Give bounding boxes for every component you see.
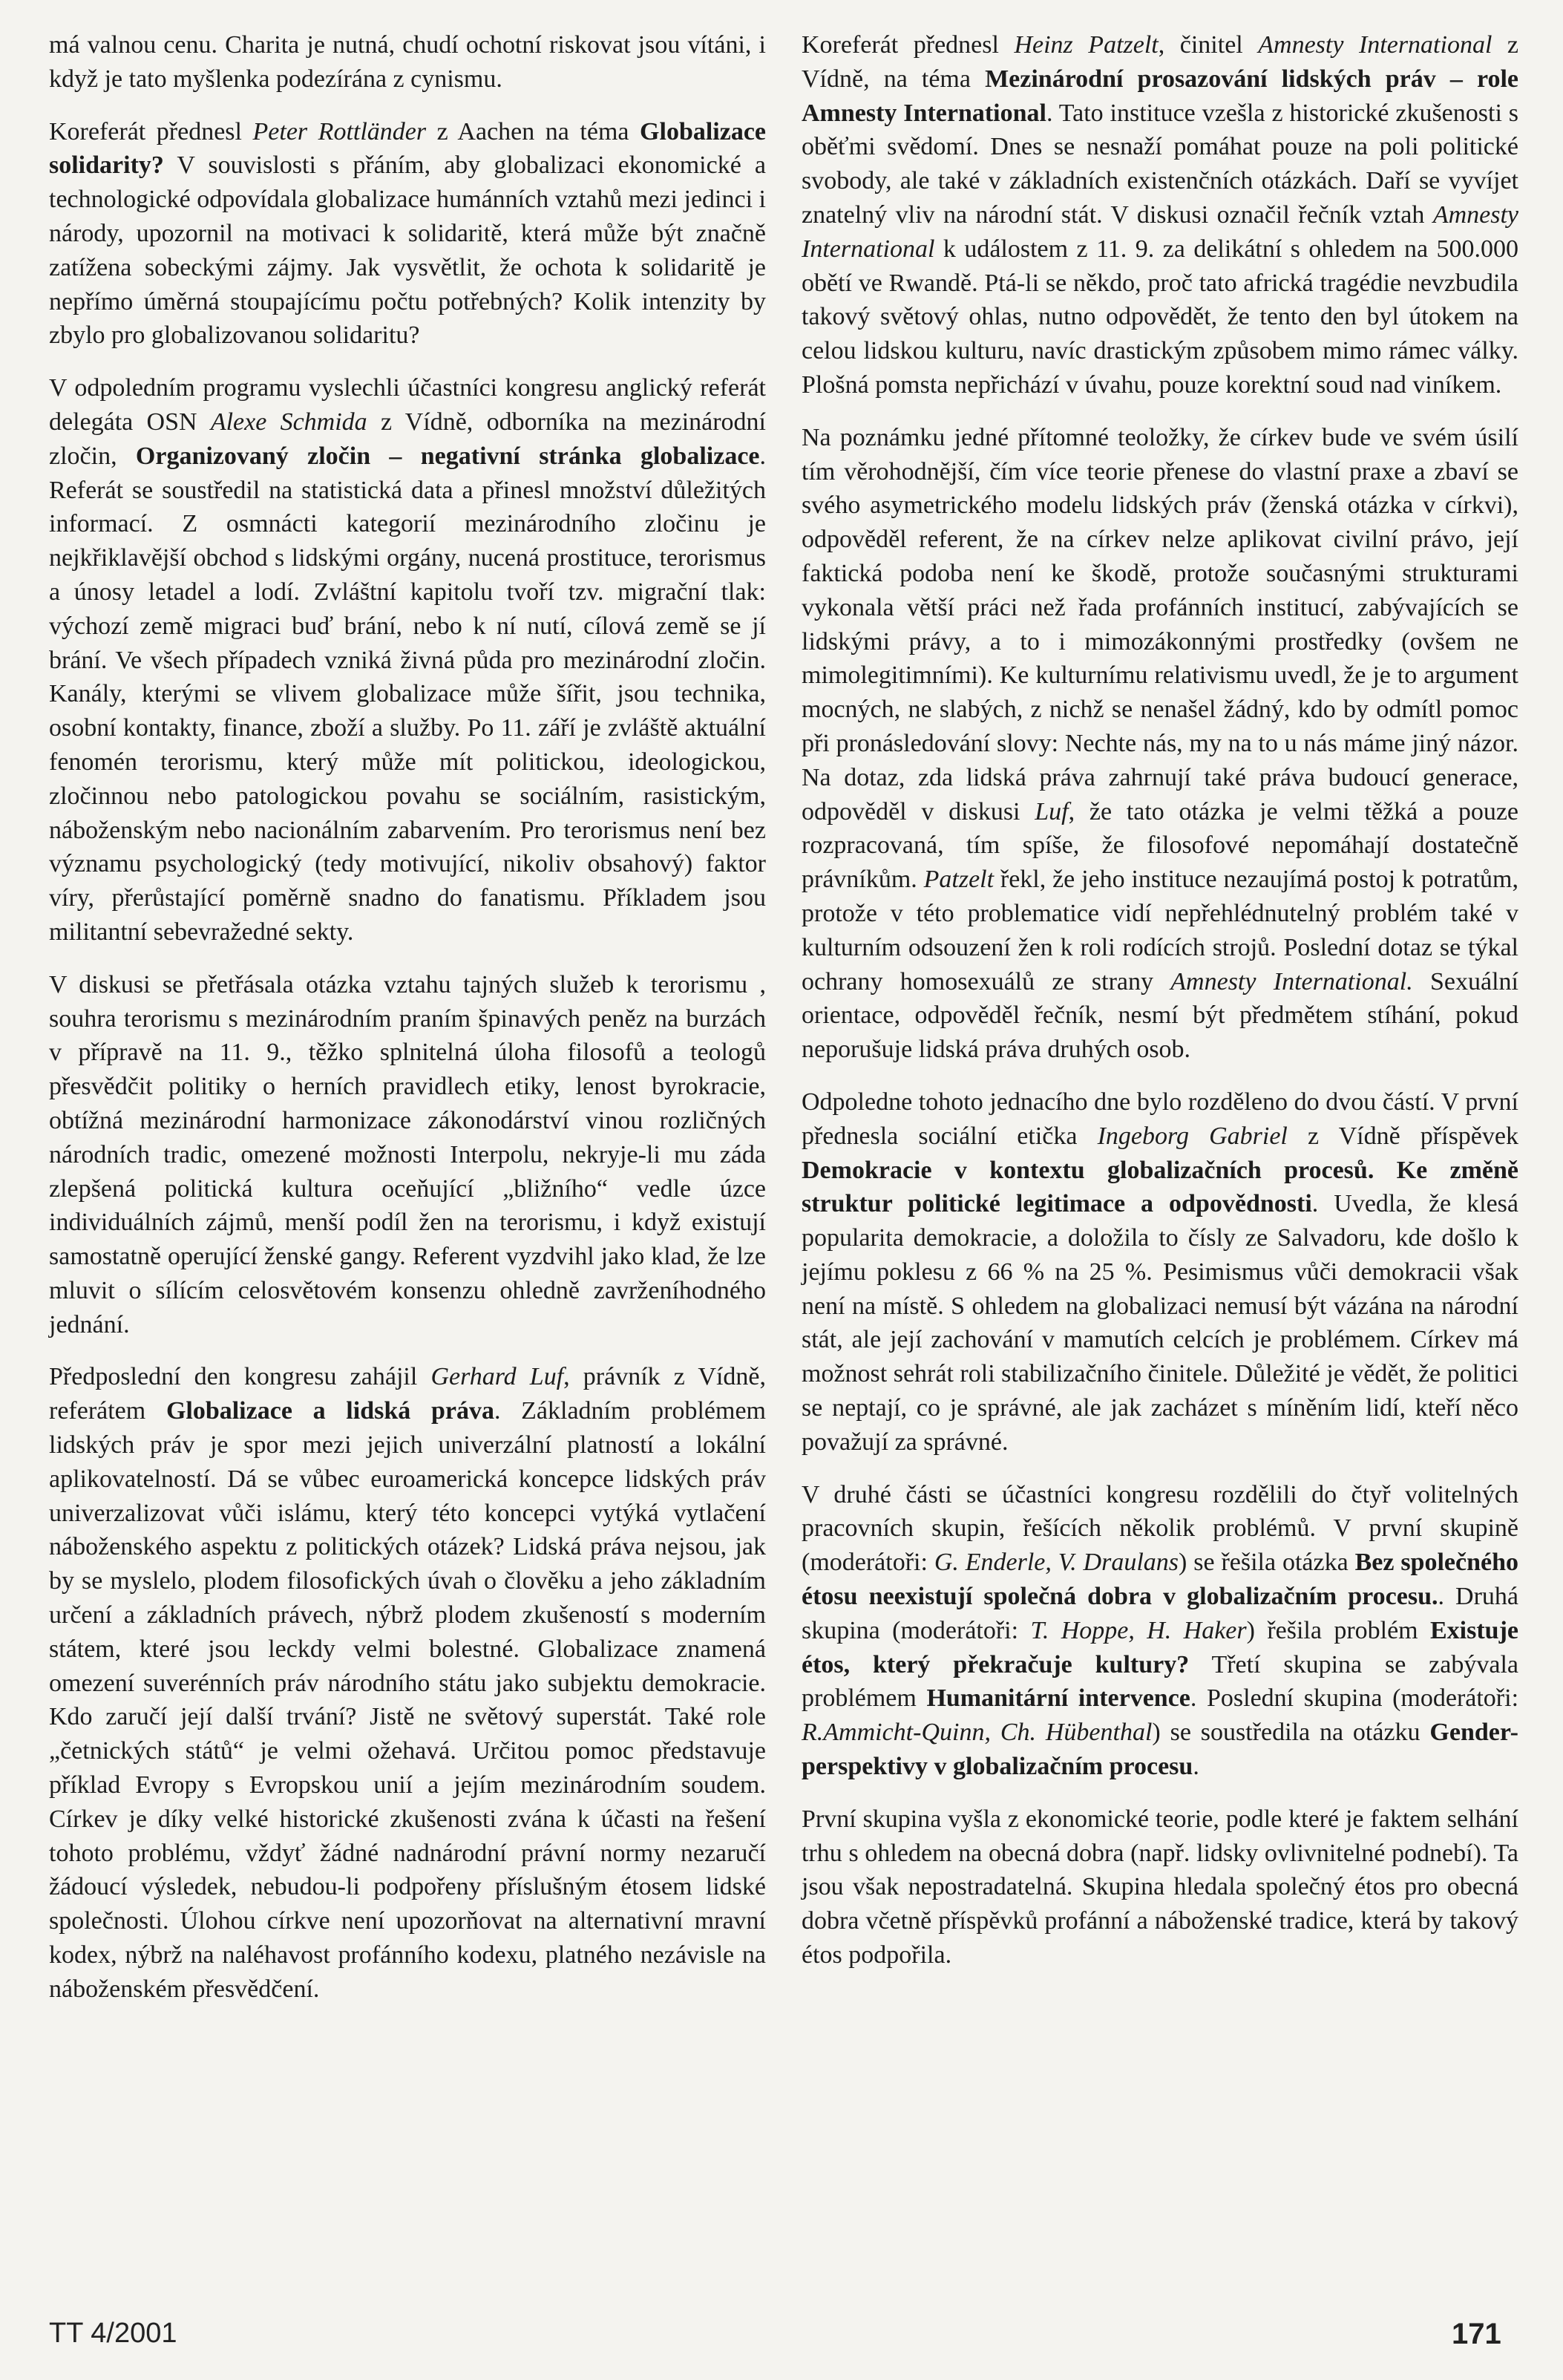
text-run: Koreferát přednesl (802, 31, 1015, 59)
paragraph (802, 1802, 1518, 1972)
text-run: . Základním problémem lidských práv je spor mezi jejich univerzální platností a lokální aplikovatelností. Dá se vůbec euroamerická koncepce lidských práv univerzalizovat vůči islámu, který této koncepci vytýká vytlačení náboženského aspektu z politických otázek? Lidská práva nejsou, jak by se myslelo, plodem filosofických úvah o člověku a jeho základním určení a základních právech, nýbrž plodem zkušeností s moderním státem, které jsou leckdy velmi bolestné. Globalizace znamená omezení suverénních práv národního státu jako subjektu demokracie. Kdo zaručí její další trvání? Jistě ne světový superstát. Také role „četnických států“ je velmi ožehavá. Určitou pomoc představuje příklad Evropy s Evropskou unií a jejím mezinárodním soudem. Církev je díky velké historické zkušenosti zvána k účasti na řešení tohoto problému, vždyť žádné nadnárodní právní normy nezaručí žádoucí výsledek, nebudou-li podpořeny příslušným étosem lidské společnosti. Úlohou církve není upozorňovat na alternativní mravní kodex, nýbrž na naléhavost profánního kodexu, platného nezávisle na náboženském přesvědčení. (49, 1397, 766, 2003)
lecture-title: Globalizace solidarity? (49, 117, 767, 180)
text-run: z Vídně, na téma (802, 31, 1519, 93)
person-name: Ingeborg Gabriel (1097, 1122, 1288, 1150)
text-run: Na poznámku jedné přítomné teoložky, že církev bude ve svém úsilí tím věrohodnější, čím více teorie přenese do vlastní praxe a zbaví se svého asymetrického modelu lidských práv (ženská otázka v církvi), odpověděl referent, že na církev nelze aplikovat civilní právo, její faktická podoba není ke škodě, protože současnými strukturami vykonala větší práci než řada profánních institucí, zabývajících se lidskými právy, a to i mimozákonnými prostředky (ovšem ne mimolegitimními). Ke kulturnímu relativismu uvedl, že je to argument mocných, ne slabých, z nichž se nenašel žádný, kdo by odmítl pomoc při pronásledování slovy: Nechte nás, my na to u nás máme jiný názor. Na dotaz, zda lidská práva zahrnují také práva budoucí generace, odpověděl v diskusi (802, 423, 1518, 826)
text-run: , činitel (1158, 31, 1259, 59)
text-run: . (1193, 1753, 1199, 1781)
paragraph (802, 28, 1518, 402)
right-column (802, 28, 1518, 1991)
lecture-title: Globalizace a lidská práva (166, 1397, 494, 1425)
person-name: G. Enderle, V. Draulans (934, 1549, 1179, 1577)
paragraph (49, 1360, 766, 2006)
left-column (49, 28, 766, 2025)
workshop-title: Humanitární intervence (926, 1684, 1190, 1713)
text-run: má valnou cenu. Charita je nutná, chudí ochotní riskovat jsou vítáni, i když je tato myšlenka podezírána z cynismu. (49, 31, 766, 93)
text-run: , že tato otázka je velmi těžká a pouze rozpracovaná, tím spíše, že filosofové nepomáhají dostatečně právníkům. (802, 797, 1519, 894)
text-run: V druhé části se účastníci kongresu rozdělili do čtyř volitelných pracovních skupin, řešících několik problémů. V první skupině (moderátoři: (802, 1480, 1518, 1577)
paragraph (49, 968, 766, 1342)
organization-name: Amnesty International. (1170, 967, 1413, 996)
text-run: z Vídně, odborníka na mezinárodní zločin, (49, 408, 767, 470)
lecture-title: Mezinárodní prosazování lidských práv – role Amnesty International (802, 65, 1518, 127)
text-run: Předposlední den kongresu zahájil (49, 1363, 431, 1391)
text-run: V diskusi se přetřásala otázka vztahu tajných služeb k terorismu , souhra terorismu s mezinárodním praním špinavých peněz na burzách v přípravě na 11. 9., těžko splnitelná úloha filosofů a teologů přesvědčit politiky o herních pravidlech etiky, lenost byrokracie, obtížná mezinárodní harmonizace zákonodárství vinou rozličných národních tradic, omezené možnosti Interpolu, nekryje-li mu záda zlepšená politická kultura oceňující „bližního“ vedle úzce individuálních zájmů, menší podíl žen na terorismu, i když existují samostatně operující ženské gangy. Referent vyzdvihl jako klad, že lze mluvit o sílícím celosvětovém konsenzu ohledně zavrženíhodného jednání. (49, 970, 766, 1338)
person-name: Heinz Patzelt (1014, 31, 1159, 59)
workshop-title: Existuje étos, který překračuje kultury? (802, 1616, 1518, 1678)
text-run: . Uvedla, že klesá popularita demokracie, a doložila to čísly ze Salvadoru, kde došlo k jejímu poklesu z 66 % na 25 %. Pesimismus vůči demokracii však není na místě. S ohledem na globalizaci nemusí být vázána na národní stát, ale její zachování v mamutích celcích je problémem. Církev má možnost sehrát roli stabilizačního činitele. Důležité je vědět, že politici se neptají, co je správné, ale jak zacházet s míněním lidí, kteří něco považují za správné. (802, 1190, 1518, 1456)
organization-name: Amnesty International (1258, 31, 1492, 59)
paragraph (802, 1478, 1518, 1784)
text-run: k událostem z 11. 9. za delikátní s ohledem na 500.000 obětí ve Rwandě. Ptá-li se někdo, proč tato africká tragédie nevzbudila takový světový ohlas, nutno odpovědět, že tento den byl útokem na celou lidskou kulturu, navíc drastickým způsobem mimo rámec války. Plošná pomsta nepřichází v úvahu, pouze korektní soud nad viníkem. (802, 235, 1518, 399)
person-name: Gerhard Luf (430, 1363, 564, 1391)
text-run: První skupina vyšla z ekonomické teorie, podle které je faktem selhání trhu s ohledem na obecná dobra (např. lidsky ovlivnitelné podnebí). Ta jsou však nepostradatelná. Skupina hledala společný étos pro obecná dobra včetně příspěvků profánní a náboženské tradice, která by takový étos podpořila. (802, 1805, 1518, 1969)
page-number: 171 (1452, 2318, 1501, 2350)
person-name: Peter Rottländer (252, 117, 427, 146)
text-run: řekl, že jeho instituce nezaujímá postoj k potratům, protože v této problematice vidí nepřehlédnutelný problém také v kulturním odsouzení žen k roli rodících strojů. Poslední dotaz se týkal ochrany homosexuálů ze strany (802, 866, 1519, 996)
workshop-title: Gender-perspektivy v globalizačním procesu (802, 1719, 1519, 1781)
issue-label: TT 4/2001 (49, 2318, 177, 2349)
paragraph (49, 115, 766, 353)
person-name: Alexe Schmida (210, 408, 367, 436)
text-run: , právník z Vídně, referátem (49, 1363, 767, 1425)
text-run: . Referát se soustředil na statistická data a přinesl množství důležitých informací. Z osmnácti kategorií mezinárodního zločinu je nejkřiklavější obchod s lidskými orgány, nucená prostituce, terorismus a únosy letadel a lodí. Zvláštní kapitolu tvoří tzv. migrační tlak: výchozí země migraci buď brání, nebo k ní nutí, cílová země se jí brání. Ve všech případech vzniká živná půda pro mezinárodní zločin. Kanály, kterými se vlivem globalizace může šířit, jsou technika, osobní kontakty, finance, zboží a služby. Po 11. září je zvláště aktuální fenomén terorismu, který může mít politickou, ideologickou, zločinnou nebo patologickou povahu se sociálním, rasistickým, náboženským nebo nacionálním zabarvením. Pro terorismus není bez významu psychologický (tedy motivující, nikoliv obsahový) faktor víry, přerůstající poměrně snadno do fanatismu. Příkladem jsou militantní sebevražedné sekty. (49, 442, 767, 946)
text-run: Sexuální orientace, odpověděl řečník, nesmí být předmětem stíhání, pokud neporušuje lidská práva druhých osob. (802, 967, 1518, 1064)
workshop-title: Bez společného étosu neexistují společná dobra v globalizačním procesu. (802, 1549, 1519, 1611)
lecture-title: Demokracie v kontextu globalizačních procesů. Ke změně struktur politické legitimace a odpovědnosti (802, 1156, 1518, 1218)
paragraph (802, 1085, 1518, 1459)
text-run: . Druhá skupina (moderátoři: (802, 1583, 1518, 1644)
text-run: Třetí skupina se zabývala problémem (802, 1650, 1518, 1713)
text-run: . Poslední skupina (moderátoři: (1190, 1684, 1519, 1713)
text-run: Odpoledne tohoto jednacího dne bylo rozděleno do dvou částí. V první přednesla sociální etička (802, 1088, 1518, 1150)
lecture-title: Organizovaný zločin – negativní stránka globalizace (135, 442, 760, 470)
paragraph (802, 421, 1518, 1067)
paragraph (49, 28, 766, 97)
paragraph (49, 371, 766, 949)
organization-name: Amnesty International (802, 200, 1518, 263)
text-run: . Tato instituce vzešla z historické zkušenosti s oběťmi svědomí. Dnes se nesnaží pomáhat pouze na poli politické svobody, ale také v základních existenčních otázkách. Daří se vyvíjet znatelný vliv na národní stát. V diskusi označil řečník vztah (802, 99, 1518, 229)
text-run: ) se řešila otázka (1179, 1549, 1355, 1577)
person-name: Luf (1035, 797, 1069, 826)
text-run: ) se soustředila na otázku (1152, 1719, 1430, 1747)
person-name: T. Hoppe, H. Haker (1030, 1616, 1247, 1644)
text-run: z Vídně příspěvek (1287, 1122, 1518, 1150)
person-name: R.Ammicht-Quinn, Ch. Hübenthal (802, 1719, 1153, 1747)
text-run: V odpoledním programu vyslechli účastníci kongresu anglický referát delegáta OSN (49, 374, 766, 436)
text-run: Koreferát přednesl (49, 117, 253, 146)
text-run: z Aachen na téma (426, 117, 640, 146)
person-name: Patzelt (923, 866, 995, 894)
text-run: ) řešila problém (1246, 1616, 1430, 1644)
text-run: V souvislosti s přáním, aby globalizaci ekonomické a technologické odpovídala globalizace humánních vztahů mezi jedinci i národy, upozornil na motivaci k solidaritě, která může být značně zatížena sobeckými zájmy. Jak vysvětlit, že ochota k solidaritě je nepřímo úměrná stoupajícímu počtu potřebných? Kolik intenzity by zbylo pro globalizovanou solidaritu? (49, 151, 766, 350)
